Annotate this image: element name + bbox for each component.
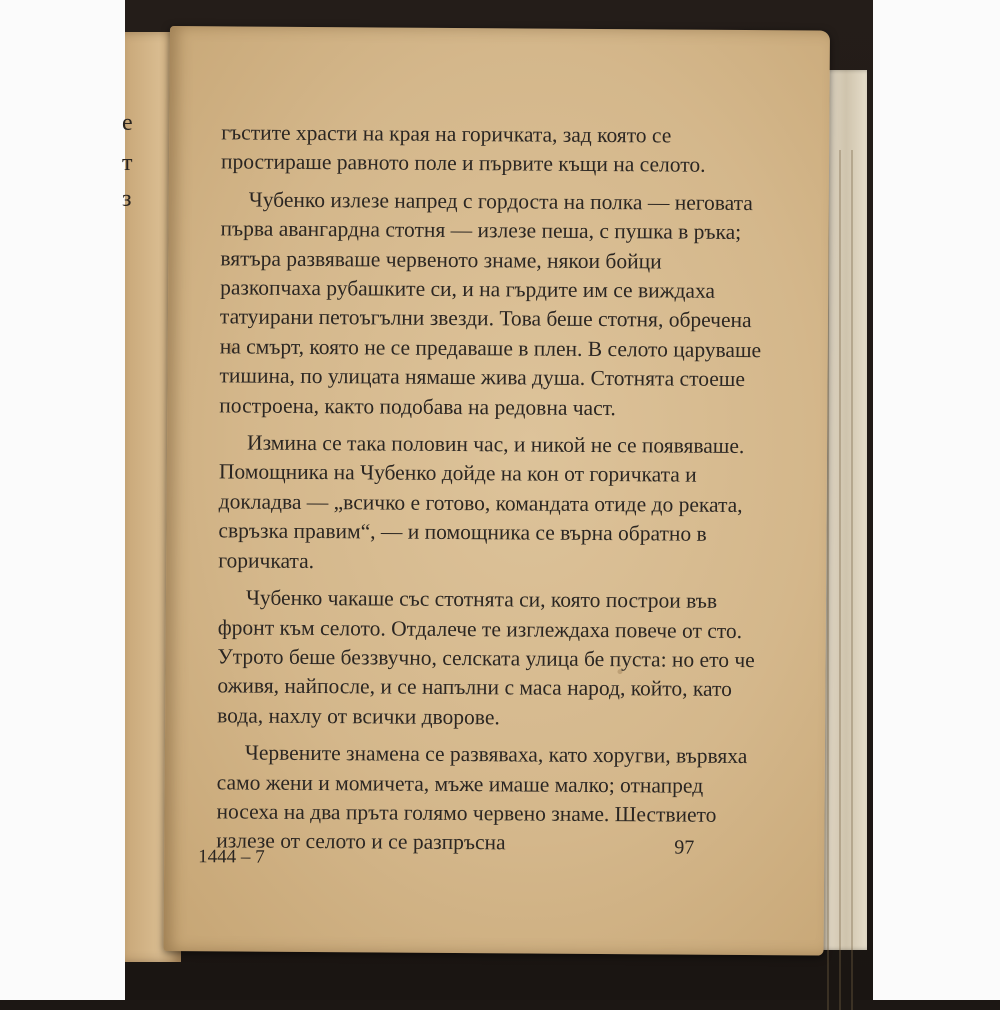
previous-page-letter: т — [122, 150, 133, 176]
page-text — [216, 118, 766, 868]
left-margin — [0, 0, 125, 1000]
previous-page-letter: з — [122, 186, 132, 212]
book-page — [164, 26, 830, 956]
paragraph: Чубенко излезе напред с гордоста на полка — неговата първа авангардна стотня — излезе пеша, с пушка в ръка; вятъра развяваше червеното знаме, някои бойци разкопчаха рубашките си, и на гърдите им се виждаха татуирани петоъгълни звезди. Това беше стотня, обречена на смърт, която не се предаваше в плен. В селото царуваше тишина, по улицата нямаше жива душа. Стотнята стоеше построена, както подобава на редовна част. — [219, 187, 762, 420]
right-margin — [873, 0, 1000, 1000]
signature-mark: 1444 – 7 — [198, 846, 265, 868]
paragraph: Червените знамена се развяваха, като хоругви, вървяха само жени и момичета, мъже имаше малко; отнапред носеха на два пръта голямо червено знаме. Шествието излезе от селото и се разпръсна — [216, 740, 748, 855]
paragraph: гъстите храсти на края на горичката, зад която се простираше равното поле и първите къщи на селото. — [220, 120, 706, 178]
previous-page-letter: е — [122, 110, 133, 136]
paragraph: Чубенко чакаше със стотнята си, която построи във фронт към селото. Отдалече те изглеждаха повече от сто. Утрото беше беззвучно, селската улица бе пуста: но ето че оживя, найпосле, и се напълни с маса народ, който, като вода, нахлу от всички дворове. — [217, 585, 755, 730]
paragraph: Измина се така половин час, и никой не се появяваше. Помощника на Чубенко дойде на кон от горичката и докладва — „всичко е готово, командата отиде до реката, свръзка правим“, — и помощника се върна обратно в горичката. — [218, 430, 745, 573]
page-number: 97 — [674, 836, 695, 859]
